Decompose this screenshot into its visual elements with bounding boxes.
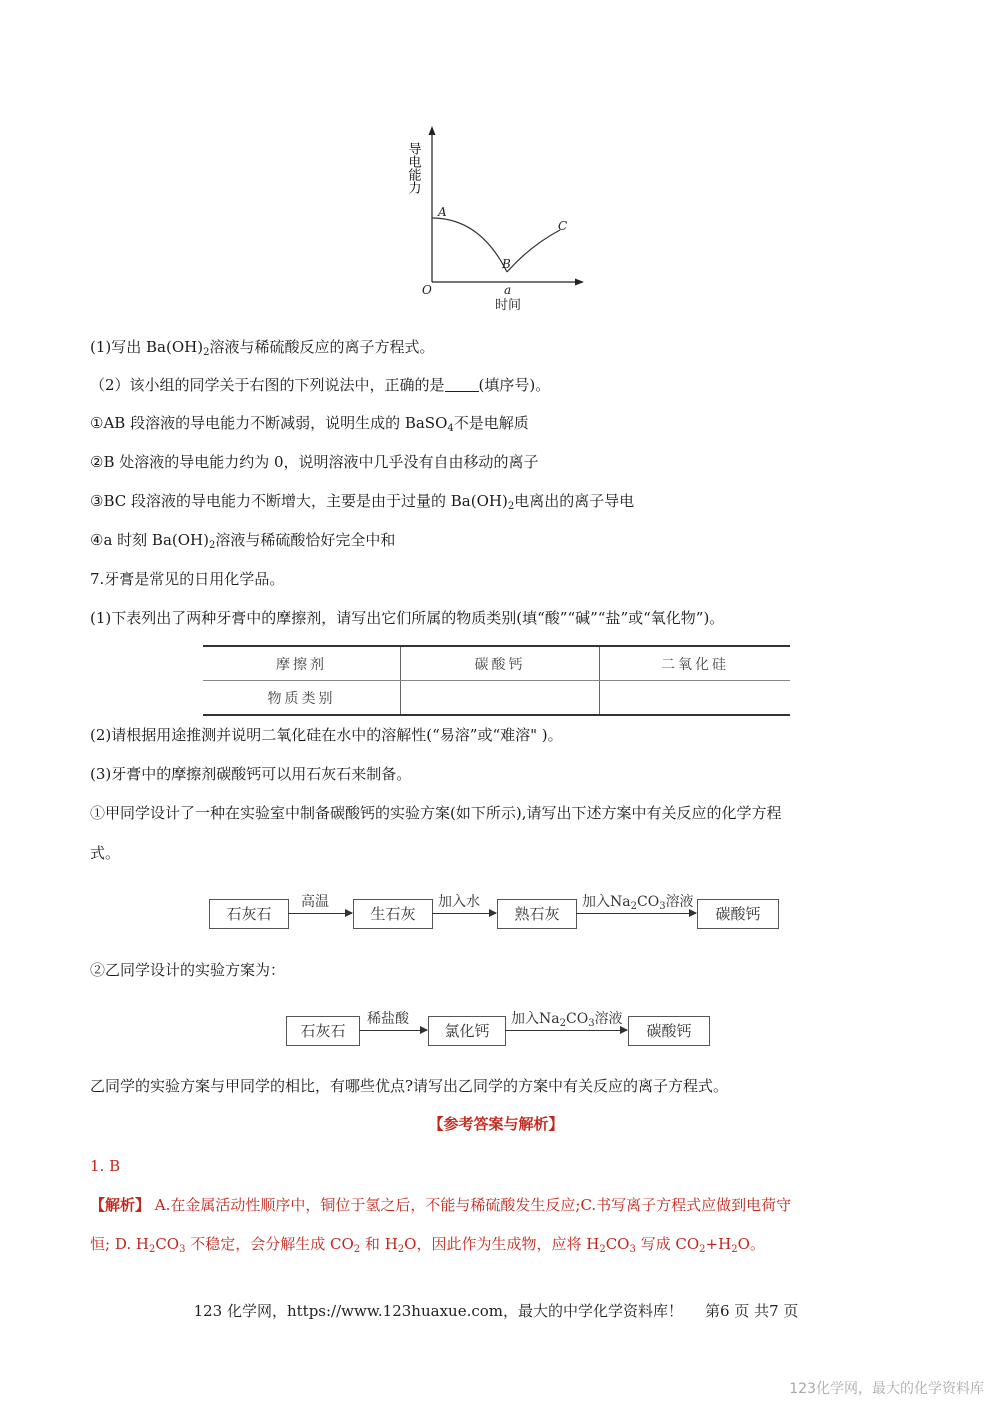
watermark: 123化学网，最大的化学资料库 <box>789 1381 984 1397</box>
q6-part1: (1)写出 $Ba(OH)_2$溶液与稀硫酸反应的离子方程式。 <box>90 338 435 358</box>
point-a-label: A <box>438 205 447 219</box>
q7-part3-2-question: 乙同学的实验方案与甲同学的相比，有哪些优点?请写出乙同学的方案中有关反应的离子方程式。 <box>90 1077 729 1095</box>
q7-part2: (2)请根据用途推测并说明二氧化硅在水中的溶解性(“易溶”或“难溶" )。 <box>90 726 563 744</box>
point-c-label: C <box>558 219 568 233</box>
q6-option-3: ③BC 段溶液的导电能力不断增大，主要是由于过量的 $Ba(OH)_2$电离出的离子导电 <box>90 492 635 512</box>
y-axis-arrow <box>429 126 436 135</box>
flow2-box-caco3: 碳酸钙 <box>628 1016 710 1046</box>
flow1-box-limestone: 石灰石 <box>209 899 289 929</box>
table-header-caco3: 碳酸钙 <box>401 646 600 681</box>
flow1-arrow-label-heat: 高温 <box>301 894 329 910</box>
flow1-arrow-1 <box>288 913 352 914</box>
y-axis-label: 导电能力 <box>405 142 421 194</box>
footer-site: 123 化学网，https://www.123huaxue.com，最大的中学化学资料库！ <box>193 1302 683 1320</box>
flow1-arrow-label-water: 加入水 <box>438 894 480 910</box>
conductivity-graph <box>405 120 600 320</box>
flow1-box-slakedlime: 熟石灰 <box>497 899 577 929</box>
page-footer <box>0 1300 992 1321</box>
q6-part2: （2）该小组的同学关于右图的下列说法中，正确的是 (填序号)。 <box>90 376 551 394</box>
answers-heading: 【参考答案与解析】 <box>428 1115 564 1133</box>
flow2-box-limestone: 石灰石 <box>286 1016 360 1046</box>
flow2-box-cacl2: 氯化钙 <box>428 1016 506 1046</box>
answer-blank <box>445 377 479 392</box>
origin-label: O <box>422 283 432 297</box>
flow1-box-quicklime: 生石灰 <box>353 899 433 929</box>
table-cell-empty <box>600 681 791 716</box>
q7-part3-1-cont: 式。 <box>90 844 121 862</box>
abrasive-table <box>203 645 790 716</box>
table-row <box>203 681 790 716</box>
q6-option-2: ②B 处溶液的导电能力约为 0，说明溶液中几乎没有自由移动的离子 <box>90 453 539 471</box>
answer-1: 1. B <box>90 1157 121 1175</box>
q6-option-4: ④a 时刻 $Ba(OH)_2$溶液与稀硫酸恰好完全中和 <box>90 531 396 551</box>
q6-option-1: ①AB 段溶液的导电能力不断减弱，说明生成的 BaSO$_4$不是电解质 <box>90 414 529 434</box>
analysis-line-1: 【解析】 A.在金属活动性顺序中，铜位于氢之后，不能与稀硫酸发生反应;C.书写离子方程式应做到电荷守 <box>90 1196 792 1214</box>
q7-title: 7.牙膏是常见的日用化学品。 <box>90 570 285 588</box>
flow2-arrow-label-hcl: 稀盐酸 <box>367 1011 409 1027</box>
table-cell-empty <box>401 681 600 716</box>
table-row <box>203 646 790 681</box>
analysis-line-2: 恒; D. $H_2CO_3$ 不稳定，会分解生成 $CO_2$ 和 $H_2O$，因此作为生成物，应将 $H_2CO_3$ 写成 $CO_2+H_2O$。 <box>90 1235 765 1255</box>
q7-part1: (1)下表列出了两种牙膏中的摩擦剂，请写出它们所属的物质类别(填“酸”“碱”“盐”或“氧化物”)。 <box>90 609 725 627</box>
tick-a-label: a <box>504 283 512 297</box>
x-axis-arrow <box>575 279 584 286</box>
table-header-sio2: 二氧化硅 <box>600 646 791 681</box>
q7-part3-2: ②乙同学设计的实验方案为： <box>90 961 286 979</box>
table-header-abrasive: 摩擦剂 <box>203 646 401 681</box>
q7-part3: (3)牙膏中的摩擦剂碳酸钙可以用石灰石来制备。 <box>90 765 412 783</box>
flow1-arrow-3 <box>576 913 696 914</box>
q7-part3-1: ①甲同学设计了一种在实验室中制备碳酸钙的实验方案(如下所示),请写出下述方案中有关反应的化学方程 <box>90 804 782 822</box>
flow1-box-caco3: 碳酸钙 <box>697 899 779 929</box>
flow2-arrow-label-na2co3: 加入$Na_2CO_3$溶液 <box>511 1011 623 1029</box>
x-axis-label: 时间 <box>495 298 522 313</box>
table-row-label: 物质类别 <box>203 681 401 716</box>
curve-ab <box>432 218 507 272</box>
flow2-arrow-1 <box>359 1030 427 1031</box>
point-b-label: B <box>502 257 511 271</box>
curve-bc <box>507 230 560 272</box>
page-number: 第6 页 共7 页 <box>705 1302 799 1320</box>
flow1-arrow-2 <box>432 913 496 914</box>
flow2-arrow-2 <box>505 1030 627 1031</box>
flow1-arrow-label-na2co3: 加入$Na_2CO_3$溶液 <box>582 894 694 912</box>
analysis-tag: 【解析】 <box>90 1196 151 1214</box>
